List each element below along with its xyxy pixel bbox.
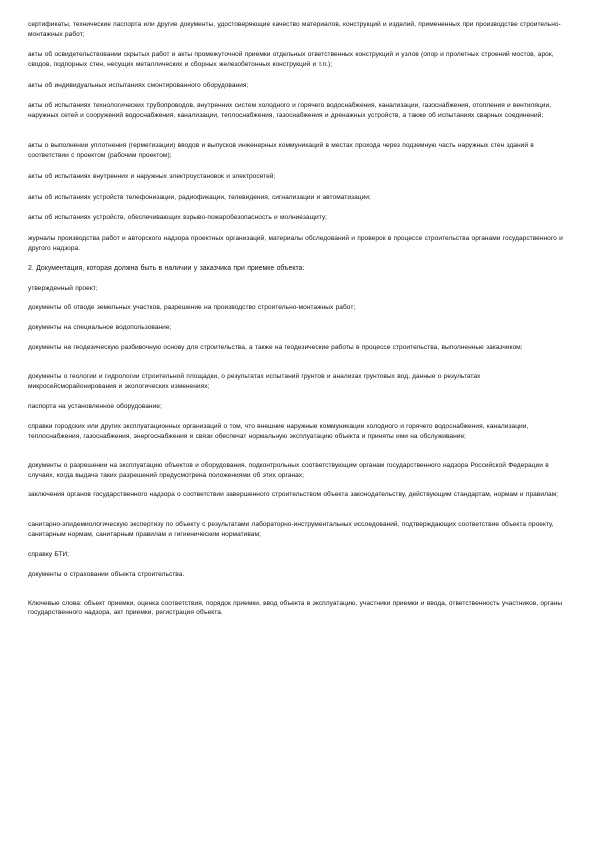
paragraph-supervision-conclusions: заключения органов государственного надзора о соответствии завершенного строительством объекта законодательству, действующим стандартам, нормам и правилам; — [28, 491, 559, 498]
paragraph-insurance: документы о страховании объекта строительства. — [28, 571, 185, 578]
paragraph-hidden-works-acts: акты об освидетельствовании скрытых работ и акты промежуточной приемки отдельных ответственных конструкций и узлов (опор и пролетных строений мостов, арок, сводов, подпорных стен, несущих металлических и сборных железобетонных конструкций и т.п.); — [28, 51, 554, 68]
paragraph-operation-permits: документы о разрешении на эксплуатацию объектов и оборудования, подконтрольных соответствующим органам государственного надзора Российской Федерации в случаях, когда выдача таких разрешений предусмотрена положениями об этих органах; — [28, 462, 549, 479]
paragraph-geology: документы о геологии и гидрологии строительной площадки, о результатах испытаний грунтов и анализах грунтовых вод, данные о результатах микросейсморайонирования и экологических изменениях; — [28, 373, 481, 390]
paragraph-sealing-acts: акты о выполнении уплотнения (герметизации) вводов и выпусков инженерных коммуникаций в местах прохода через подземную часть наружных стен зданий в соответствии с проектом (рабочим проектом); — [28, 142, 534, 159]
paragraph-sanitary-expertise: санитарно-эпидемиологическую экспертизу по объекту с результатами лабораторно-инструментальных исследований, подтверждающих соответствие объекта проекту, санитарным нормам, санитарным правилам и гигиеническим нормативам; — [28, 521, 554, 538]
paragraph-work-journals: журналы производства работ и авторского надзора проектных организаций, материалы обследований и проверок в процессе строительства органами государственного и другого надзора. — [28, 235, 563, 252]
paragraph-utility-certificates: справки городских или других эксплуатационных организаций о том, что внешние наружные коммуникации холодного и горячего водоснабжения, канализации, теплоснабжения, газоснабжения, энергоснабжения и связи обеспечат нормальную эксплуатацию объекта и приняты ими на обслуживание; — [28, 423, 529, 440]
paragraph-telephone-tests: акты об испытаниях устройств телефонизации, радиофикации, телевидения, сигнализации и автоматизации; — [28, 194, 371, 201]
section-heading: 2. Документация, которая должна быть в наличии у заказчика при приемке объекта: — [28, 265, 305, 272]
paragraph-electrical-tests: акты об испытаниях внутренних и наружных электроустановок и электросетей; — [28, 173, 276, 180]
paragraph-geodetic-basis: документы на геодезическую разбивочную основу для строительства, а также на геодезические работы в процессе строительства, выполненные заказчиком; — [28, 344, 523, 351]
paragraph-equipment-passports: паспорта на установленное оборудование; — [28, 403, 162, 410]
paragraph-equipment-tests: акты об индивидуальных испытаниях смонтированного оборудования; — [28, 82, 249, 89]
paragraph-water-use: документы на специальное водопользование; — [28, 324, 172, 331]
keywords: Ключевые слова: объект приемки, оценка соответствия, порядок приемки, ввод объекта в эксплуатацию, участники приемки и ввода, ответственность участников, органы государственного надзора, акт приемки, регистрация объекта. — [28, 600, 563, 617]
paragraph-certificates: сертификаты, технические паспорта или другие документы, удостоверяющие качество материалов, конструкций и изделий, примененных при производстве строительно-монтажных работ; — [28, 21, 561, 38]
paragraph-bti-certificate: справку БТИ; — [28, 551, 70, 558]
paragraph-fire-safety-tests: акты об испытаниях устройств, обеспечивающих взрыво-пожаробезопасность и молниезащиту; — [28, 214, 328, 221]
paragraph-land-allotment: документы об отводе земельных участков, разрешение на производство строительно-монтажных работ; — [28, 304, 356, 311]
paragraph-pipeline-tests: акты об испытаниях технологических трубопроводов, внутренних систем холодного и горячего водоснабжения, канализации, газоснабжения, отопления и вентиляции, наружных сетей и сооружений водоснабжения, канализации, теплоснабжения, газоснабжения и дренажных устройств, а также об испытаниях сварных соединений; — [28, 102, 552, 119]
paragraph-approved-project: утвержденный проект; — [28, 285, 98, 292]
